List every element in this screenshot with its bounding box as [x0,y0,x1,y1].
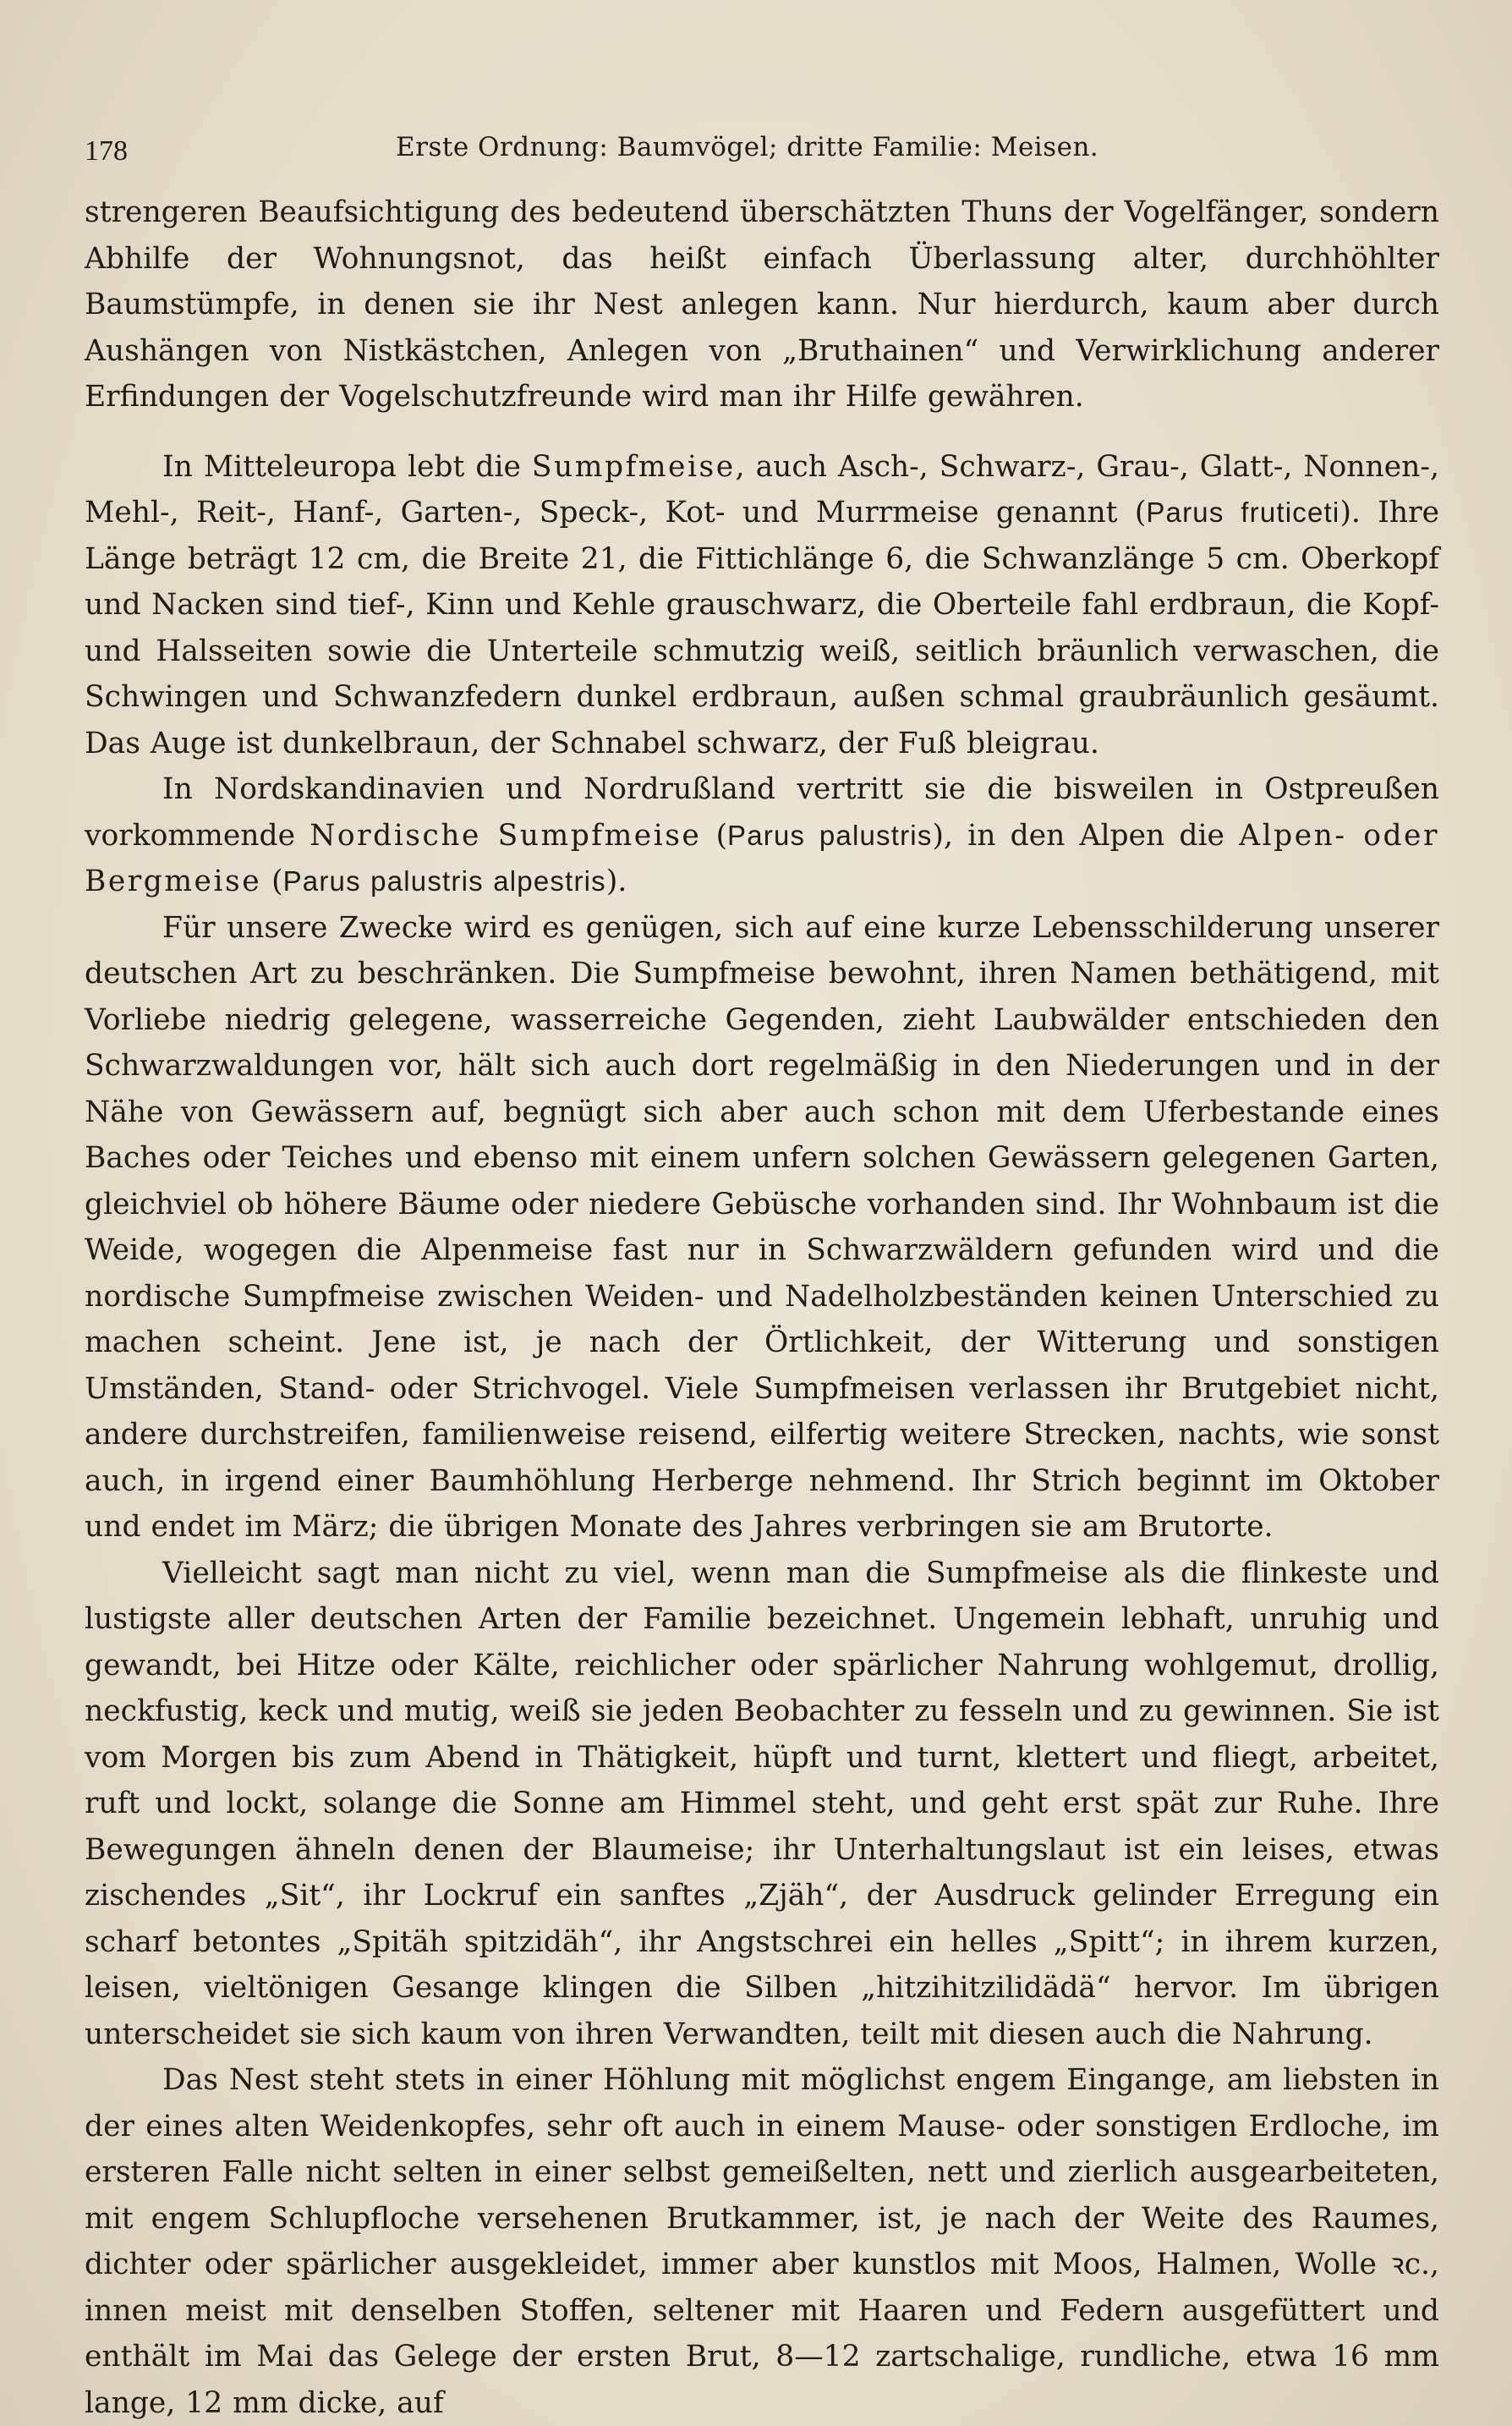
text-segment: In Mitteleuropa lebt die [162,449,532,484]
species-name: Nordische Sumpfmeise [310,818,702,853]
paragraph [85,1551,1439,2058]
text-segment: ). [605,864,627,898]
species-name: Alpen- oder Bergmeise [85,818,1439,898]
paragraph [85,444,1439,767]
text-segment: , auch Asch-, Schwarz-, Grau-, Glatt-, Nonnen-, Mehl-, Reit-, Hanf-, Garten-, Speck-, Kot- und Murrmeise genannt ( [85,449,1439,530]
text-segment: ( [261,864,283,898]
paragraph [85,2057,1439,2426]
page-number: 178 [85,135,128,167]
species-name: Sumpfmeise [531,449,736,484]
text-segment: Vielleicht sagt man nicht zu viel, wenn man die Sumpfmeise als die flinkeste und lustigste aller deutschen Arten der Familie bezeichnet. Ungemein lebhaft, unruhig und gewandt, bei Hitze oder Kälte, reichlicher oder spärlicher Nahrung wohlgemut, drollig, neckfustig, keck und mutig, weiß sie jeden Beobachter zu fesseln und zu gewinnen. Sie ist vom Morgen bis zum Abend in Thätigkeit, hüpft und turnt, klettert und fliegt, arbeitet, ruft und lockt, solange die Sonne am Himmel steht, und geht erst spät zur Ruhe. Ihre Bewegungen ähneln denen der Blaumeise; ihr Unterhaltungslaut ist ein leises, etwas zischendes „Sit“, ihr Lockruf ein sanftes „Zjäh“, der Ausdruck gelinder Erregung ein scharf betontes „Spitäh spitzidäh“, ihr Angstschrei ein helles „Spitt“; in ihrem kurzen, leisen, vieltönigen Gesange klingen die Silben „hitzihitzilidädä“ hervor. Im übrigen unterscheidet sie sich kaum von ihren Verwandten, teilt mit diesen auch die Nahrung. [85,1556,1439,2051]
page-header [85,127,1439,178]
paragraph [85,766,1439,905]
paragraph [85,905,1439,1551]
text-segment: ( [701,818,728,853]
body-text [85,189,1439,2426]
latin-name: Parus palustris [727,819,933,851]
text-segment: Das Nest steht stets in einer Höhlung mit möglichst engem Eingange, am liebsten in der eines alten Weidenkopfes, sehr oft auch in einem Mause- oder sonstigen Erdloche, im ersteren Falle nicht selten in einer selbst gemeißelten, nett und zierlich ausgearbeiteten, mit engem Schlupfloche versehenen Brutkammer, ist, je nach der Weite des Raumes, dichter oder spärlicher ausgekleidet, immer aber kunstlos mit Moos, Halmen, Wolle ꝛc., innen meist mit denselben Stoffen, seltener mit Haaren und Federn ausgefüttert und enthält im Mai das Gelege der ersten Brut, 8—12 zartschalige, rundliche, etwa 16 mm lange, 12 mm dicke, auf [85,2063,1439,2420]
text-segment: Für unsere Zwecke wird es genügen, sich auf eine kurze Lebensschilderung unserer deutschen Art zu beschränken. Die Sumpfmeise bewohnt, ihren Namen bethätigend, mit Vorliebe niedrig gelegene, wasserreiche Gegenden, zieht Laubwälder entschieden den Schwarzwaldungen vor, hält sich auch dort regelmäßig in den Niederungen und in der Nähe von Gewässern auf, begnügt sich aber auch schon mit dem Uferbestande eines Baches oder Teiches und ebenso mit einem unfern solchen Gewässern gelegenen Garten, gleichviel ob höhere Bäume oder niedere Gebüsche vorhanden sind. Ihr Wohnbaum ist die Weide, wogegen die Alpenmeise fast nur in Schwarzwäldern gefunden wird und die nordische Sumpfmeise zwischen Weiden- und Nadelholzbeständen keinen Unterschied zu machen scheint. Jene ist, je nach der Örtlichkeit, der Witterung und sonstigen Umständen, Stand- oder Strichvogel. Viele Sumpfmeisen verlassen ihr Brutgebiet nicht, andere durchstreifen, familienweise reisend, eilfertig weitere Strecken, nachts, wie sonst auch, in irgend einer Baumhöhlung Herberge nehmend. Ihr Strich beginnt im Oktober und endet im März; die übrigen Monate des Jahres verbringen sie am Brutorte. [85,910,1439,1544]
latin-name: Parus palustris alpestris [282,865,606,897]
latin-name: Parus fruticeti [1146,497,1340,528]
text-segment: strengeren Beaufsichtigung des bedeutend überschätzten Thuns der Vogelfänger, sondern Abhilfe der Wohnungsnot, das heißt einfach Überlassung alter, durchhöhlter Baumstümpfe, in denen sie ihr Nest anlegen kann. Nur hierdurch, kaum aber durch Aushängen von Nistkästchen, Anlegen von „Bruthainen“ und Verwirklichung anderer Erfindungen der Vogelschutzfreunde wird man ihr Hilfe gewähren. [85,195,1439,414]
text-segment: In Nordskandinavien und Nordrußland vertritt sie die bisweilen in Ostpreußen vorkommende [85,772,1439,853]
running-head: Erste Ordnung: Baumvögel; dritte Familie: Meisen. [396,132,1099,162]
text-segment: ), in den Alpen die [932,818,1240,853]
paragraph [85,189,1439,420]
text-segment: ). Ihre Länge beträgt 12 cm, die Breite 21, die Fittichlänge 6, die Schwanzlänge 5 cm. Oberkopf und Nacken sind tief-, Kinn und Kehle grauschwarz, die Oberteile fahl erdbraun, die Kopf- und Halsseiten sowie die Unterteile schmutzig weiß, seitlich bräunlich verwaschen, die Schwingen und Schwanzfedern dunkel erdbraun, außen schmal graubräunlich gesäumt. Das Auge ist dunkelbraun, der Schnabel schwarz, der Fuß bleigrau. [85,496,1439,760]
